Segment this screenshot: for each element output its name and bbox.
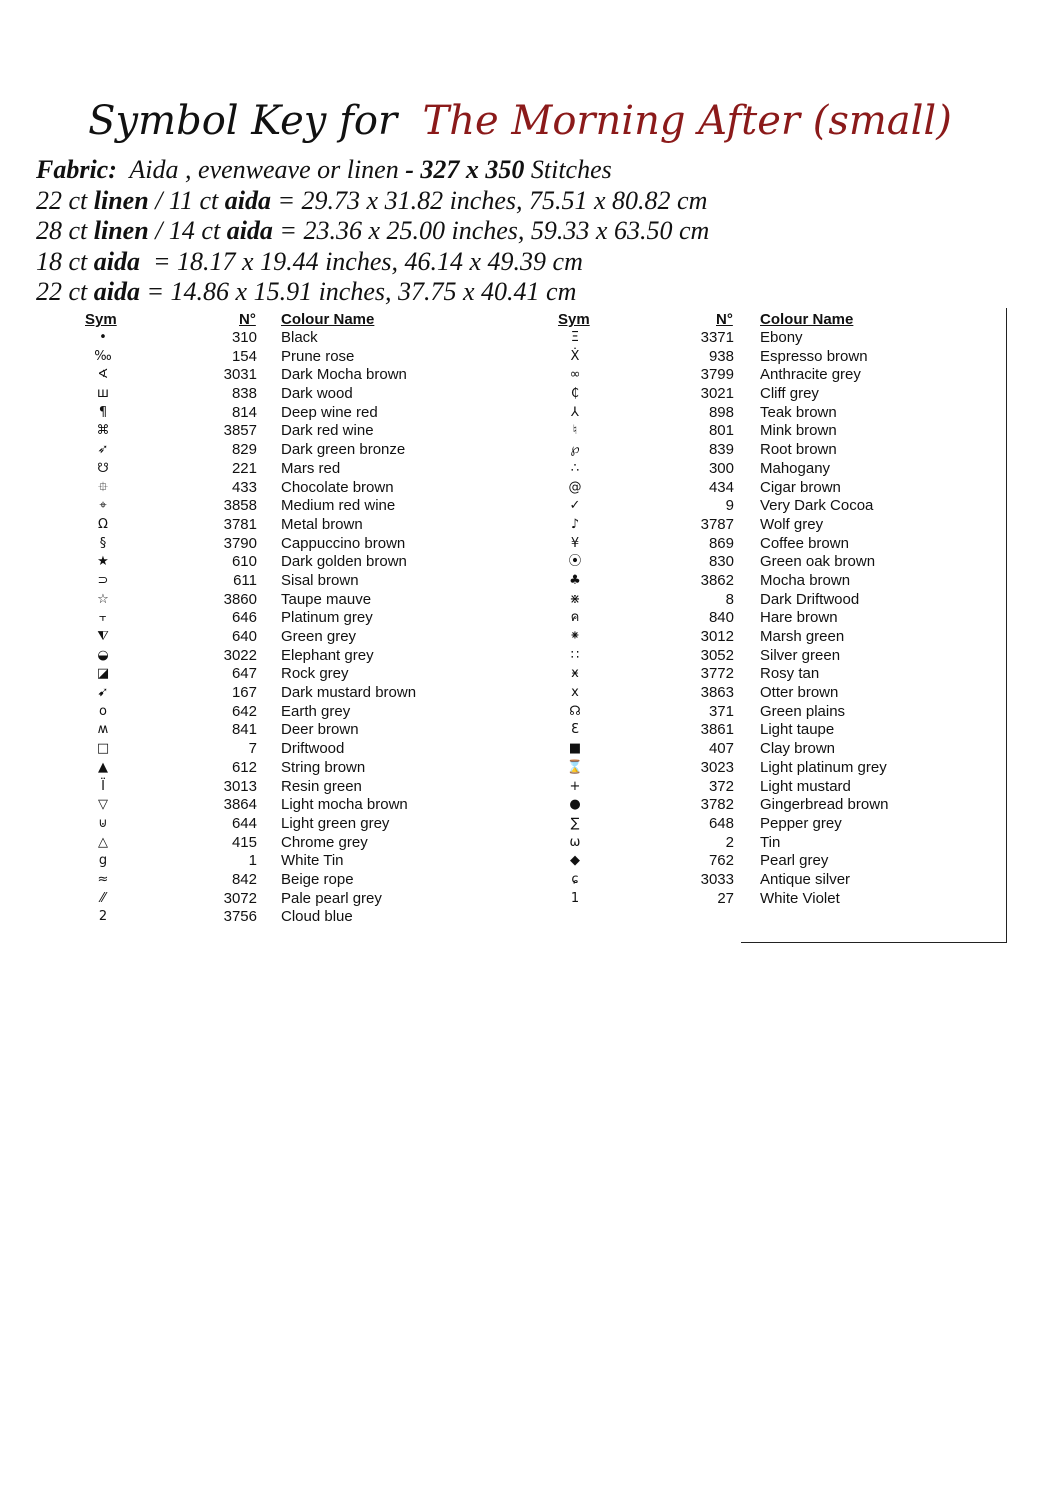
symbol-cell: ⌘ [96, 423, 110, 439]
number-cell: 27 [717, 889, 734, 907]
table-row [0, 553, 1060, 572]
number-cell: 3013 [223, 777, 257, 795]
fabric-keyword: aida [224, 185, 271, 215]
number-cell: 3772 [700, 665, 734, 683]
colour-name-cell: Wolf grey [760, 515, 824, 533]
symbol-cell: ▽ [98, 797, 108, 813]
number-cell: 648 [708, 814, 734, 832]
colour-name-cell: Resin green [281, 777, 362, 795]
table-row [0, 890, 1060, 909]
symbol-cell: ▲ [98, 759, 108, 775]
number-cell: 801 [708, 422, 734, 440]
symbol-cell: ● [569, 797, 581, 813]
colour-name-cell: Pale pearl grey [281, 889, 382, 907]
colour-name-cell: Espresso brown [760, 347, 868, 365]
symbol-cell: Ẋ [570, 348, 580, 364]
count-text: 18 ct [36, 246, 94, 276]
symbol-cell: ⊍ [98, 815, 108, 831]
table-row [0, 834, 1060, 853]
number-cell: 3033 [700, 870, 734, 888]
table-frame-right [1006, 308, 1007, 942]
number-cell: 3012 [700, 628, 734, 645]
number-cell: 3782 [700, 796, 734, 814]
pattern-name: The Morning After (small) [422, 98, 952, 144]
symbol-cell: ¥ [570, 535, 580, 551]
dimensions-text: = 18.17 x 19.44 inches, 46.14 x 49.39 cm [140, 246, 583, 276]
count-text: 28 ct [36, 216, 94, 246]
number-cell: 898 [708, 403, 734, 421]
number-cell: 830 [708, 553, 734, 571]
number-cell: 869 [708, 534, 734, 552]
table-row [0, 740, 1060, 759]
symbol-cell: ★ [97, 554, 109, 570]
symbol-cell: ∑ [570, 815, 580, 831]
number-cell: 3860 [223, 590, 257, 608]
table-row [0, 516, 1060, 535]
colour-name-cell: Light mocha brown [281, 796, 408, 814]
table-row [0, 684, 1060, 703]
symbol-cell: ≈ [97, 871, 109, 887]
colour-name-cell: Green oak brown [760, 553, 876, 571]
table-row [0, 497, 1060, 516]
number-cell: 9 [725, 497, 734, 515]
symbol-cell: ♪ [570, 516, 580, 532]
fabric-keyword: linen [93, 216, 149, 246]
number-cell: 1 [248, 852, 257, 870]
colour-name-cell: Chocolate brown [281, 478, 394, 496]
colour-name-cell: Platinum grey [281, 609, 373, 627]
colour-name-cell: Taupe mauve [281, 590, 372, 608]
number-cell: 842 [231, 870, 257, 888]
colour-name-cell: Mocha brown [760, 571, 851, 589]
symbol-cell: ♣ [569, 572, 581, 588]
colour-name-cell: Green grey [281, 628, 357, 645]
colour-name-cell: Chrome grey [281, 833, 368, 851]
number-cell: 3023 [700, 758, 734, 776]
symbol-cell: ш [97, 386, 109, 402]
size-line [36, 277, 709, 308]
table-row [0, 852, 1060, 871]
symbol-cell: 2 [98, 909, 108, 925]
colour-name-cell: Very Dark Cocoa [760, 497, 874, 515]
symbol-cell: ⅄ [571, 404, 579, 420]
size-line [36, 247, 709, 278]
fabric-line [36, 155, 709, 186]
colour-name-cell: Beige rope [281, 870, 354, 888]
number-cell: 434 [708, 478, 734, 496]
number-cell: 3799 [700, 366, 734, 384]
number-cell: 3031 [223, 366, 257, 384]
colour-name-cell: White Violet [760, 889, 840, 907]
colour-name-cell: Metal brown [281, 515, 363, 533]
colour-name-cell: Root brown [760, 441, 837, 459]
symbol-cell: ⊃ [97, 572, 109, 588]
number-cell: 642 [231, 702, 257, 720]
count-text: 22 ct [36, 277, 94, 307]
number-cell: 3857 [223, 422, 257, 440]
number-cell: 647 [231, 665, 257, 683]
symbol-cell: Ξ [570, 330, 580, 345]
colour-name-cell: Light green grey [281, 814, 390, 832]
symbol-cell: Ω [98, 516, 108, 532]
stitch-word: Stitches [524, 155, 612, 184]
table-row [0, 535, 1060, 554]
page-title [0, 96, 1040, 146]
fabric-types: Aida , evenweave or linen [129, 155, 399, 184]
colour-name-cell: Sisal brown [281, 571, 359, 589]
number-cell: 154 [231, 347, 257, 365]
symbol-cell: ♮ [572, 423, 578, 439]
symbol-cell: ℘ [570, 442, 580, 458]
colour-name-cell: Teak brown [760, 403, 837, 421]
count-text: 22 ct [36, 185, 94, 215]
colour-name-cell: Green plains [760, 702, 846, 720]
size-line [36, 216, 709, 247]
symbol-cell: ☋ [97, 460, 109, 476]
symbol-cell: ∢ [97, 367, 109, 383]
colour-name-cell: Pepper grey [760, 814, 842, 832]
colour-name-cell: Cliff grey [760, 385, 819, 403]
table-row [0, 647, 1060, 666]
number-cell: 611 [233, 571, 257, 589]
number-cell: 612 [231, 758, 257, 776]
colour-name-cell: Antique silver [760, 870, 851, 888]
number-cell: 762 [708, 852, 734, 870]
colour-name-cell: Dark red wine [281, 422, 374, 440]
colour-name-cell: Rock grey [281, 665, 349, 683]
colour-name-cell: Cappuccino brown [281, 534, 406, 552]
table-row [0, 460, 1060, 479]
symbol-cell: g [98, 853, 108, 869]
symbol-cell: + [569, 778, 581, 794]
number-cell: 3371 [700, 329, 734, 346]
colour-name-cell: Dark Driftwood [760, 590, 860, 608]
number-cell: 7 [248, 740, 257, 758]
colour-name-cell: Cigar brown [760, 478, 841, 496]
table-row [0, 479, 1060, 498]
table-row [0, 703, 1060, 722]
symbol-cell: ⯐ [98, 479, 108, 495]
table-row [0, 366, 1060, 385]
table-row [0, 572, 1060, 591]
table-row [0, 422, 1060, 441]
colour-name-cell: Silver green [760, 646, 841, 664]
header-sym: Sym [558, 311, 590, 328]
table-row [0, 385, 1060, 404]
header-sym: Sym [85, 311, 117, 328]
size-line [36, 186, 709, 217]
symbol-cell: ✓ [569, 498, 581, 514]
symbol-cell: ➹ [97, 685, 109, 701]
dimensions-text: = 14.86 x 15.91 inches, 37.75 x 40.41 cm [140, 277, 577, 307]
symbol-cell: ɕ [571, 871, 579, 887]
number-cell: 646 [231, 609, 257, 627]
colour-name-cell: Light platinum grey [760, 758, 887, 776]
colour-name-cell: Mars red [281, 459, 341, 477]
symbol-cell: § [99, 535, 107, 551]
symbol-cell: @ [568, 479, 582, 495]
table-row [0, 329, 1060, 348]
table-row [0, 628, 1060, 647]
table-row [0, 796, 1060, 815]
colour-name-cell: Prune rose [281, 347, 355, 365]
colour-name-cell: Otter brown [760, 684, 839, 702]
table-row [0, 908, 520, 927]
symbol-cell: 1 [570, 890, 580, 906]
number-cell: 640 [231, 628, 257, 645]
separator-text: / 11 ct [148, 185, 225, 215]
symbol-cell: ⧨ [97, 629, 109, 644]
colour-name-cell: Deep wine red [281, 403, 378, 421]
colour-name-cell: Mahogany [760, 459, 831, 477]
header-number: N° [716, 311, 733, 328]
number-cell: 840 [708, 609, 734, 627]
colour-name-cell: Dark Mocha brown [281, 366, 407, 384]
colour-name-cell: Dark mustard brown [281, 684, 417, 702]
symbol-cell: ӿ [571, 666, 579, 682]
separator-text: / 14 ct [148, 216, 227, 246]
number-cell: 221 [231, 459, 257, 477]
number-cell: 310 [231, 329, 257, 346]
number-cell: 3781 [223, 515, 257, 533]
number-cell: 3072 [223, 889, 257, 907]
fabric-info [36, 155, 709, 308]
symbol-cell: ω [569, 834, 581, 850]
fabric-dash: - [398, 155, 421, 184]
symbol-cell: ∞ [569, 367, 581, 383]
number-cell: 938 [708, 347, 734, 365]
colour-name-cell: Light mustard [760, 777, 851, 795]
symbol-cell: ค [570, 610, 580, 626]
colour-name-cell: Dark green bronze [281, 441, 406, 459]
colour-name-cell: Ebony [760, 329, 803, 346]
table-row [0, 871, 1060, 890]
number-cell: 2 [725, 833, 734, 851]
number-cell: 3022 [223, 646, 257, 664]
number-cell: 3862 [700, 571, 734, 589]
number-cell: 3864 [223, 796, 257, 814]
symbol-cell: ⁕ [569, 629, 581, 644]
table-row [0, 609, 1060, 628]
dimensions-text: = 23.36 x 25.00 inches, 59.33 x 63.50 cm [272, 216, 710, 246]
colour-name-cell: Gingerbread brown [760, 796, 889, 814]
number-cell: 838 [231, 385, 257, 403]
fabric-label: Fabric: [36, 155, 117, 184]
symbol-cell: Ɛ [571, 722, 579, 738]
number-cell: 3861 [700, 721, 734, 739]
symbol-cell: ⦿ [568, 554, 582, 570]
header-number: N° [239, 311, 256, 328]
fabric-keyword: aida [226, 216, 273, 246]
table-header [0, 311, 1060, 329]
number-cell: 829 [231, 441, 257, 459]
number-cell: 3787 [700, 515, 734, 533]
colour-name-cell: Earth grey [281, 702, 351, 720]
colour-name-cell: Hare brown [760, 609, 838, 627]
table-row [0, 348, 1060, 367]
header-colour-name: Colour Name [281, 311, 375, 328]
symbol-cell: ₵ [570, 386, 580, 402]
colour-name-cell: Driftwood [281, 740, 345, 758]
colour-name-cell: String brown [281, 758, 366, 776]
number-cell: 3021 [700, 385, 734, 403]
number-cell: 644 [231, 814, 257, 832]
stitch-count: 327 x 350 [420, 155, 525, 184]
number-cell: 3756 [223, 908, 257, 926]
colour-name-cell: Coffee brown [760, 534, 849, 552]
colour-name-cell: Cloud blue [281, 908, 353, 926]
symbol-cell: ⋇ [569, 591, 581, 607]
symbol-cell: ☊ [569, 703, 581, 719]
symbol-cell: □ [96, 741, 110, 757]
colour-name-cell: Dark wood [281, 385, 353, 403]
fabric-keyword: linen [93, 185, 149, 215]
colour-name-cell: Marsh green [760, 628, 845, 645]
symbol-cell: ʍ [97, 722, 109, 738]
number-cell: 167 [231, 684, 257, 702]
number-cell: 610 [231, 553, 257, 571]
symbol-cell: x [571, 685, 579, 701]
number-cell: 372 [708, 777, 734, 795]
symbol-cell: ◆ [570, 853, 580, 869]
number-cell: 433 [231, 478, 257, 496]
symbol-cell: o [99, 703, 107, 719]
fabric-keyword: aida [93, 246, 140, 276]
colour-name-cell: Pearl grey [760, 852, 829, 870]
symbol-cell: ⌖ [99, 498, 107, 514]
colour-name-cell: Black [281, 329, 318, 346]
symbol-cell: ☆ [97, 591, 109, 607]
symbol-cell: ∴ [570, 460, 580, 476]
table-frame-bottom [741, 942, 1007, 943]
symbol-cell: ➶ [97, 442, 109, 458]
number-cell: 3858 [223, 497, 257, 515]
fabric-keyword: aida [93, 277, 140, 307]
colour-name-cell: White Tin [281, 852, 344, 870]
symbol-cell: ‰ [94, 348, 112, 364]
header-colour-name: Colour Name [760, 311, 854, 328]
table-row [0, 815, 1060, 834]
colour-name-cell: Rosy tan [760, 665, 820, 683]
symbol-cell: ⌛ [566, 759, 584, 775]
number-cell: 300 [708, 459, 734, 477]
symbol-cell: ¶ [98, 404, 108, 420]
colour-name-cell: Deer brown [281, 721, 359, 739]
table-row [0, 759, 1060, 778]
symbol-cell: ⫟ [99, 610, 107, 626]
colour-name-cell: Elephant grey [281, 646, 374, 664]
colour-name-cell: Medium red wine [281, 497, 396, 515]
number-cell: 814 [231, 403, 257, 421]
title-prefix: Symbol Key for [88, 98, 398, 144]
symbol-cell: ⁄⁄ [100, 890, 106, 906]
colour-name-cell: Dark golden brown [281, 553, 407, 571]
table-row [0, 721, 1060, 740]
number-cell: 415 [231, 833, 257, 851]
dimensions-text: = 29.73 x 31.82 inches, 75.51 x 80.82 cm [270, 185, 708, 215]
number-cell: 371 [708, 702, 734, 720]
number-cell: 407 [708, 740, 734, 758]
table-row [0, 441, 1060, 460]
colour-name-cell: Anthracite grey [760, 366, 861, 384]
number-cell: 3052 [700, 646, 734, 664]
table-row [0, 778, 1060, 797]
number-cell: 8 [725, 590, 734, 608]
symbol-cell: • [99, 330, 107, 345]
symbol-cell: ■ [568, 741, 582, 757]
symbol-cell: ◪ [96, 666, 110, 682]
colour-name-cell: Light taupe [760, 721, 835, 739]
table-row [0, 404, 1060, 423]
symbol-cell: ∷ [570, 647, 580, 663]
table-row [0, 665, 1060, 684]
symbol-cell: Ϊ [101, 778, 105, 794]
number-cell: 3790 [223, 534, 257, 552]
colour-name-cell: Clay brown [760, 740, 836, 758]
table-row [0, 591, 1060, 610]
symbol-table-right [0, 311, 1060, 908]
number-cell: 839 [708, 441, 734, 459]
number-cell: 3863 [700, 684, 734, 702]
colour-name-cell: Mink brown [760, 422, 837, 440]
symbol-cell: △ [98, 834, 108, 850]
colour-name-cell: Tin [760, 833, 781, 851]
symbol-cell: ◒ [97, 647, 109, 663]
number-cell: 841 [231, 721, 257, 739]
